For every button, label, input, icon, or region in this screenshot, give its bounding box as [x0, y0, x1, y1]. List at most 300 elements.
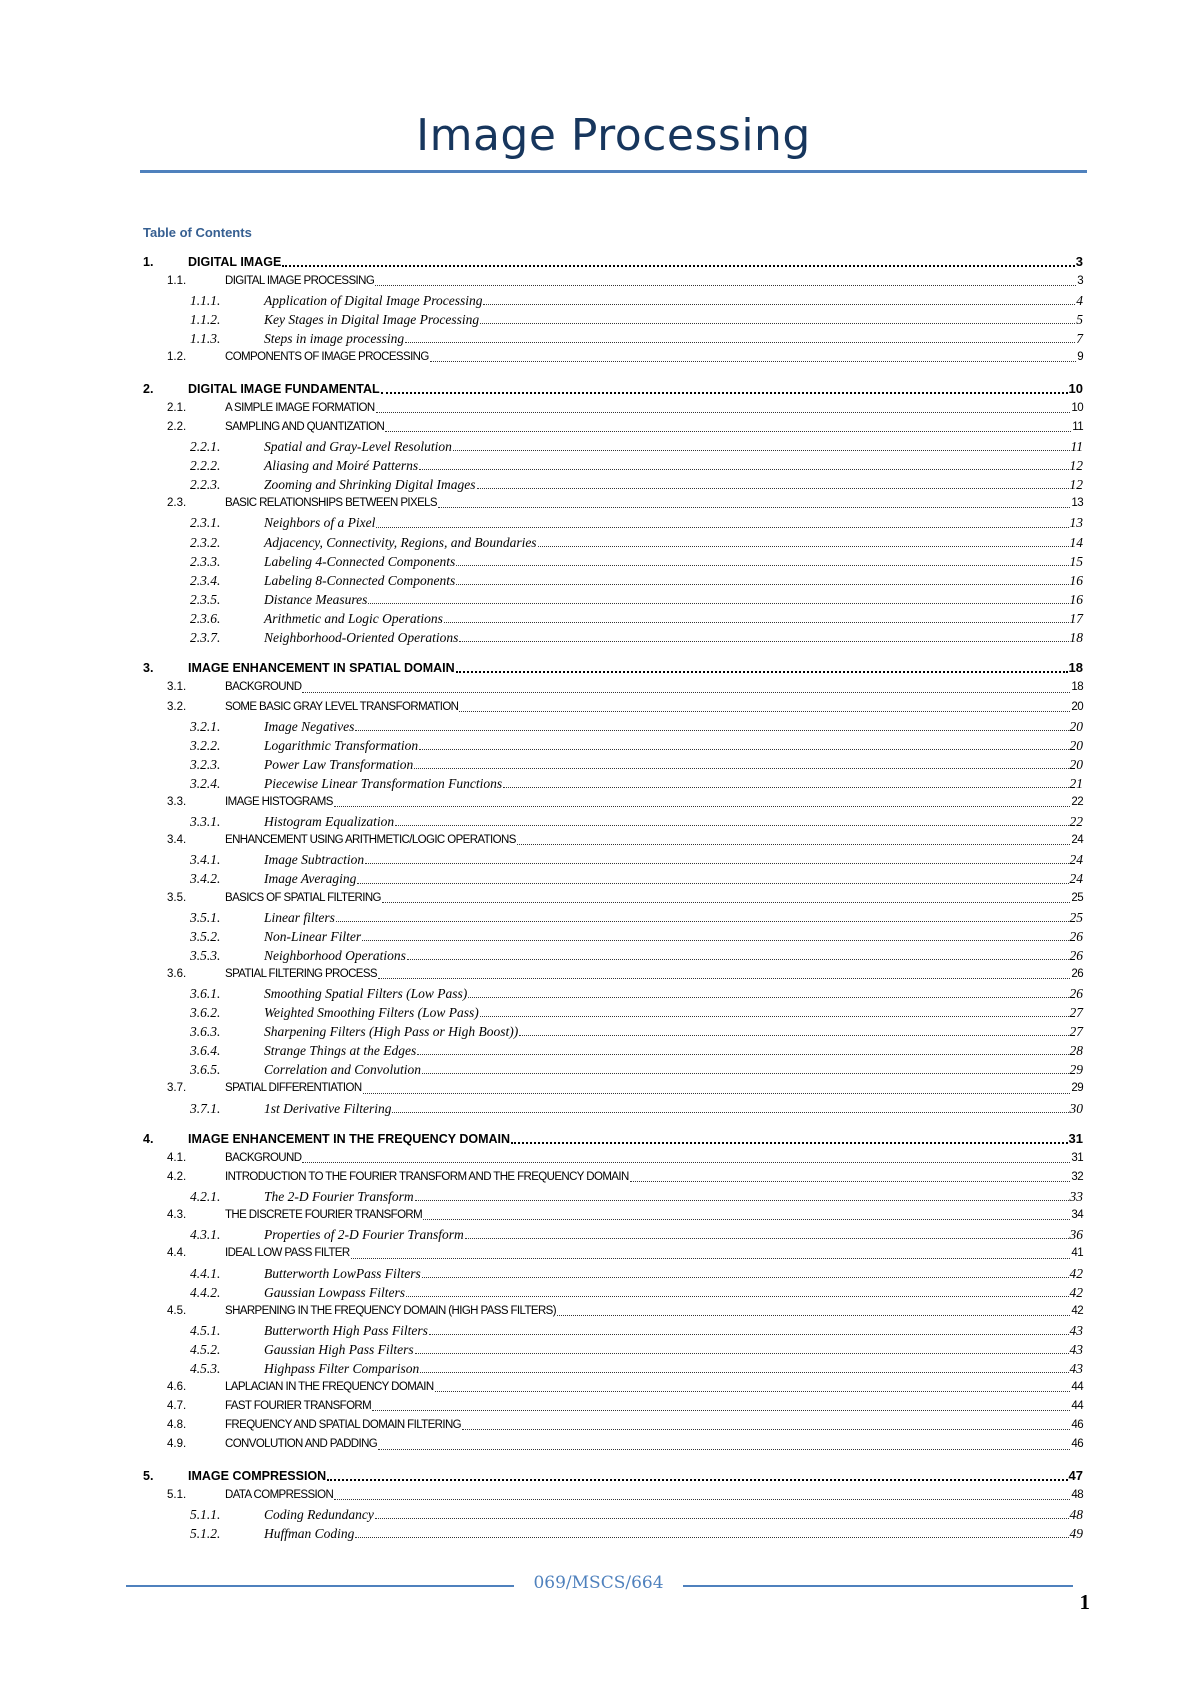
- toc-entry[interactable]: [143, 1187, 1083, 1206]
- toc-dot-leader: [630, 1181, 1071, 1182]
- toc-entry[interactable]: [143, 1321, 1083, 1340]
- toc-entry-title[interactable]: Strange Things at the Edges: [264, 1043, 417, 1059]
- toc-entry[interactable]: [143, 1003, 1083, 1022]
- toc-entry-page: 33: [1069, 1189, 1083, 1205]
- toc-entry-number: 3.2.3.: [190, 756, 221, 772]
- toc-entry-page: 25: [1071, 891, 1083, 904]
- toc-entry-page: 31: [1071, 1152, 1083, 1165]
- toc-entry-number: 2.: [143, 381, 154, 396]
- toc-entry[interactable]: [143, 475, 1083, 494]
- toc-entry-number: 1.1.3.: [190, 331, 221, 347]
- toc-entry[interactable]: [143, 774, 1083, 793]
- toc-entry-number: 1.: [143, 255, 154, 269]
- footer-rule-left: [126, 1585, 514, 1587]
- toc-entry[interactable]: [143, 1041, 1083, 1060]
- toc-entry-page: 48: [1071, 1488, 1083, 1501]
- toc-dot-leader: [465, 1238, 1069, 1239]
- toc-entry-title[interactable]: Key Stages in Digital Image Processing: [264, 312, 480, 328]
- toc-entry-title[interactable]: Neighborhood Operations: [264, 947, 406, 963]
- toc-entry-title[interactable]: 1st Derivative Filtering: [264, 1100, 392, 1116]
- toc-dot-leader: [538, 546, 1069, 547]
- toc-entry-number: 4.5.2.: [190, 1341, 221, 1357]
- toc-entry[interactable]: [143, 418, 1083, 437]
- toc-entry-page: 20: [1069, 737, 1083, 753]
- toc-entry-page: 11: [1070, 439, 1083, 455]
- toc-entry-page: 32: [1071, 1171, 1083, 1184]
- toc-entry-number: 2.3.1.: [190, 515, 221, 531]
- toc-dot-leader: [517, 844, 1071, 845]
- toc-dot-leader: [407, 959, 1069, 960]
- toc-entry[interactable]: [143, 513, 1083, 532]
- toc-entry-title[interactable]: BACKGROUND: [225, 1152, 302, 1165]
- toc-dot-leader: [480, 323, 1075, 324]
- toc-entry-title[interactable]: LAPLACIAN IN THE FREQUENCY DOMAIN: [225, 1381, 434, 1394]
- toc-dot-leader: [282, 265, 1074, 267]
- toc-entry[interactable]: [143, 552, 1083, 571]
- toc-entry-number: 3.4.: [167, 834, 187, 847]
- toc-dot-leader: [365, 863, 1068, 864]
- toc-entry-page: 24: [1069, 852, 1083, 868]
- toc-entry-page: 34: [1071, 1209, 1083, 1222]
- toc-entry-number: 3.3.1.: [190, 814, 221, 830]
- toc-dot-leader: [376, 527, 1068, 528]
- toc-entry-number: 1.2.: [167, 351, 187, 364]
- toc-entry-number: 3.2.4.: [190, 775, 221, 791]
- toc-dot-leader: [378, 1449, 1070, 1450]
- toc-entry-number: 4.3.1.: [190, 1227, 221, 1243]
- toc-dot-leader: [302, 1162, 1070, 1163]
- toc-entry[interactable]: [143, 1022, 1083, 1041]
- toc-entry-number: 5.: [143, 1468, 154, 1483]
- toc-entry-page: 17: [1069, 610, 1083, 626]
- toc-dot-leader: [468, 997, 1068, 998]
- toc-entry-page: 29: [1071, 1082, 1083, 1095]
- toc-entry-number: 3.5.: [167, 891, 187, 904]
- toc-entry-number: 4.2.: [167, 1171, 187, 1184]
- toc-dot-leader: [462, 1429, 1070, 1430]
- toc-entry-number: 4.1.: [167, 1152, 187, 1165]
- toc-dot-leader: [477, 488, 1069, 489]
- toc-entry[interactable]: [143, 965, 1083, 984]
- toc-entry-page: 27: [1069, 1024, 1083, 1040]
- toc-entry-number: 1.1.2.: [190, 312, 221, 328]
- toc-entry[interactable]: [143, 1340, 1083, 1359]
- toc-entry-title[interactable]: DIGITAL IMAGE PROCESSING: [225, 275, 375, 287]
- toc-entry-title[interactable]: Coding Redundancy: [264, 1507, 374, 1522]
- toc-entry[interactable]: [143, 1416, 1083, 1435]
- toc-entry-title[interactable]: Image Averaging: [264, 871, 357, 887]
- toc-dot-leader: [372, 1410, 1070, 1411]
- toc-entry-page: 16: [1069, 591, 1083, 607]
- toc-entry-page: 44: [1071, 1400, 1083, 1413]
- toc-entry[interactable]: [143, 717, 1083, 736]
- toc-entry-title[interactable]: THE DISCRETE FOURIER TRANSFORM: [225, 1209, 423, 1222]
- toc-entry[interactable]: [143, 698, 1083, 717]
- toc-dot-leader: [420, 1372, 1068, 1373]
- toc-entry-title[interactable]: FAST FOURIER TRANSFORM: [225, 1400, 372, 1413]
- toc-entry-page: 42: [1069, 1265, 1083, 1281]
- toc-entry-title[interactable]: Smoothing Spatial Filters (Low Pass): [264, 985, 468, 1001]
- toc-entry-title[interactable]: SHARPENING IN THE FREQUENCY DOMAIN (HIGH PASS FILTERS): [225, 1304, 556, 1317]
- toc-entry-number: 3.7.: [167, 1082, 187, 1095]
- toc-entry-number: 4.5.1.: [190, 1322, 221, 1338]
- toc-entry-page: 21: [1069, 775, 1083, 791]
- toc-entry-title[interactable]: FREQUENCY AND SPATIAL DOMAIN FILTERING: [225, 1419, 461, 1432]
- toc-dot-leader: [385, 431, 1071, 432]
- toc-entry-number: 3.2.2.: [190, 737, 221, 753]
- toc-dot-leader: [503, 787, 1068, 788]
- toc-entry-title[interactable]: SPATIAL DIFFERENTIATION: [225, 1082, 362, 1095]
- toc-dot-leader: [406, 1296, 1068, 1297]
- toc-entry[interactable]: [143, 658, 1083, 678]
- toc-entry[interactable]: [143, 1149, 1083, 1168]
- toc-dot-leader: [519, 1035, 1068, 1036]
- toc-entry-number: 3.4.1.: [190, 852, 221, 868]
- toc-entry-page: 22: [1071, 796, 1083, 809]
- toc-dot-leader: [405, 342, 1075, 343]
- page-number: 1: [1079, 1590, 1090, 1614]
- toc-dot-leader: [456, 565, 1068, 566]
- toc-entry[interactable]: [143, 1168, 1083, 1187]
- toc-dot-leader: [355, 730, 1068, 731]
- toc-entry-page: 47: [1068, 1467, 1083, 1483]
- toc-entry[interactable]: [143, 1359, 1083, 1378]
- toc-dot-leader: [456, 671, 1068, 673]
- toc-dot-leader: [334, 1499, 1070, 1500]
- toc-dot-leader: [459, 641, 1068, 642]
- toc-entry-page: 11: [1072, 420, 1083, 433]
- toc-entry[interactable]: [143, 1302, 1083, 1321]
- toc-entry-page: 15: [1069, 553, 1083, 569]
- toc-entry-title[interactable]: Non-Linear Filter: [264, 928, 362, 944]
- toc-entry-title[interactable]: Piecewise Linear Transformation Functions: [264, 775, 503, 791]
- toc-entry[interactable]: [143, 678, 1083, 697]
- toc-entry[interactable]: [143, 1079, 1083, 1098]
- toc-dot-leader: [378, 978, 1070, 979]
- title-underline: [140, 170, 1087, 173]
- toc-entry-page: 13: [1071, 497, 1083, 510]
- toc-dot-leader: [375, 1518, 1069, 1519]
- toc-entry[interactable]: [143, 1264, 1083, 1283]
- toc-entry-number: 3.5.3.: [190, 947, 221, 963]
- toc-entry-title[interactable]: DATA COMPRESSION: [225, 1488, 334, 1501]
- toc-entry-title[interactable]: Sharpening Filters (High Pass or High Boost)): [264, 1024, 519, 1040]
- toc-entry[interactable]: [143, 1225, 1083, 1244]
- toc-entry[interactable]: [143, 927, 1083, 946]
- toc-entry-page: 46: [1071, 1438, 1083, 1451]
- toc-entry-title[interactable]: Spatial and Gray-Level Resolution: [264, 439, 452, 455]
- toc-entry[interactable]: [143, 1486, 1083, 1505]
- footer-rule-right: [683, 1585, 1073, 1587]
- toc-entry-title[interactable]: Correlation and Convolution: [264, 1062, 422, 1078]
- toc-entry-page: 41: [1071, 1247, 1083, 1260]
- toc-entry-title[interactable]: Labeling 8-Connected Components: [264, 572, 456, 588]
- toc-entry[interactable]: [143, 1099, 1083, 1118]
- toc-entry[interactable]: [143, 310, 1083, 329]
- toc-entry[interactable]: [143, 1206, 1083, 1225]
- toc-dot-leader: [419, 469, 1068, 470]
- table-of-contents: [143, 252, 1083, 1543]
- toc-entry-title[interactable]: Gaussian Lowpass Filters: [264, 1284, 406, 1300]
- toc-entry-page: 43: [1069, 1361, 1083, 1377]
- toc-entry-page: 12: [1069, 477, 1083, 493]
- toc-dot-leader: [327, 1479, 1067, 1481]
- toc-entry-title[interactable]: SOME BASIC GRAY LEVEL TRANSFORMATION: [225, 700, 459, 713]
- toc-entry[interactable]: [143, 889, 1083, 908]
- toc-entry-number: 3.2.: [167, 700, 187, 713]
- toc-entry-title[interactable]: CONVOLUTION AND PADDING: [225, 1438, 378, 1451]
- toc-entry-number: 3.6.5.: [190, 1062, 221, 1078]
- toc-entry-page: 20: [1069, 756, 1083, 772]
- toc-dot-leader: [459, 711, 1070, 712]
- toc-entry[interactable]: [143, 329, 1083, 348]
- toc-entry-title[interactable]: Logarithmic Transformation: [264, 737, 419, 753]
- toc-entry[interactable]: [143, 793, 1083, 812]
- toc-entry[interactable]: [143, 291, 1083, 310]
- toc-entry-page: 27: [1069, 1005, 1083, 1021]
- toc-entry-title[interactable]: SAMPLING AND QUANTIZATION: [225, 420, 385, 433]
- toc-entry-title[interactable]: ENHANCEMENT USING ARITHMETIC/LOGIC OPERATIONS: [225, 834, 516, 847]
- toc-entry-page: 9: [1077, 351, 1083, 364]
- toc-entry-number: 2.3.5.: [190, 591, 221, 607]
- toc-entry-number: 4.5.3.: [190, 1361, 221, 1377]
- toc-entry-page: 42: [1069, 1284, 1083, 1300]
- toc-dot-leader: [480, 1016, 1069, 1017]
- toc-dot-leader: [557, 1315, 1070, 1316]
- toc-entry-title[interactable]: Neighbors of a Pixel: [264, 515, 376, 531]
- toc-entry-number: 4.4.2.: [190, 1284, 221, 1300]
- toc-entry-title[interactable]: Gaussian High Pass Filters: [264, 1341, 414, 1357]
- toc-entry-page: 16: [1069, 572, 1083, 588]
- toc-entry[interactable]: [143, 946, 1083, 965]
- toc-entry-number: 3.5.1.: [190, 909, 221, 925]
- toc-entry-title[interactable]: Properties of 2-D Fourier Transform: [264, 1227, 464, 1243]
- toc-entry[interactable]: [143, 1283, 1083, 1302]
- toc-dot-leader: [453, 450, 1070, 451]
- toc-entry-title[interactable]: Histogram Equalization: [264, 814, 395, 830]
- toc-entry-title[interactable]: A SIMPLE IMAGE FORMATION: [225, 401, 375, 414]
- toc-entry-page: 24: [1069, 871, 1083, 887]
- toc-entry-page: 13: [1069, 515, 1083, 531]
- toc-entry-title[interactable]: Weighted Smoothing Filters (Low Pass): [264, 1005, 479, 1021]
- toc-entry-number: 3.3.: [167, 796, 187, 809]
- toc-entry-number: 5.1.2.: [190, 1526, 221, 1542]
- toc-entry-page: 26: [1069, 947, 1083, 963]
- toc-entry-title[interactable]: COMPONENTS OF IMAGE PROCESSING: [225, 351, 429, 364]
- toc-entry-title[interactable]: IDEAL LOW PASS FILTER: [225, 1247, 350, 1260]
- document-title: Image Processing: [416, 110, 811, 161]
- toc-entry-page: 36: [1069, 1227, 1083, 1243]
- toc-entry-title[interactable]: SPATIAL FILTERING PROCESS: [225, 967, 377, 980]
- toc-entry[interactable]: [143, 850, 1083, 869]
- toc-dot-leader: [376, 412, 1071, 413]
- toc-entry-title[interactable]: Labeling 4-Connected Components: [264, 553, 456, 569]
- toc-entry-number: 2.1.: [167, 401, 187, 414]
- toc-entry-number: 2.3.4.: [190, 572, 221, 588]
- toc-entry-number: 3.4.2.: [190, 871, 221, 887]
- toc-entry[interactable]: [143, 348, 1083, 367]
- toc-entry-title[interactable]: Butterworth LowPass Filters: [264, 1265, 421, 1281]
- toc-entry-page: 26: [1069, 928, 1083, 944]
- toc-entry-page: 10: [1071, 401, 1083, 414]
- toc-entry[interactable]: [143, 628, 1083, 647]
- toc-entry-title[interactable]: Image Subtraction: [264, 852, 365, 868]
- toc-entry[interactable]: [143, 755, 1083, 774]
- toc-dot-leader: [395, 825, 1068, 826]
- toc-entry[interactable]: [143, 984, 1083, 1003]
- toc-dot-leader: [351, 1258, 1071, 1259]
- toc-entry[interactable]: [143, 736, 1083, 755]
- toc-entry[interactable]: [143, 399, 1083, 418]
- toc-entry-page: 3: [1077, 275, 1083, 287]
- toc-entry[interactable]: [143, 1505, 1083, 1524]
- toc-dot-leader: [362, 940, 1068, 941]
- toc-entry-page: 42: [1071, 1304, 1083, 1317]
- toc-entry-title[interactable]: INTRODUCTION TO THE FOURIER TRANSFORM AND THE FREQUENCY DOMAIN: [225, 1171, 629, 1184]
- toc-entry-title[interactable]: Huffman Coding: [264, 1526, 355, 1542]
- toc-dot-leader: [430, 361, 1076, 362]
- toc-entry-title[interactable]: Aliasing and Moiré Patterns: [264, 458, 419, 474]
- toc-dot-leader: [363, 1093, 1071, 1094]
- toc-entry-number: 4.5.: [167, 1304, 187, 1317]
- toc-entry-page: 14: [1069, 534, 1083, 550]
- toc-entry-title[interactable]: BASIC RELATIONSHIPS BETWEEN PIXELS: [225, 497, 438, 510]
- toc-entry-page: 18: [1071, 681, 1083, 694]
- toc-entry[interactable]: [143, 1378, 1083, 1397]
- toc-entry[interactable]: [143, 1435, 1083, 1454]
- toc-entry-page: 26: [1069, 985, 1083, 1001]
- toc-entry-page: 5: [1076, 312, 1083, 328]
- toc-entry-title[interactable]: DIGITAL IMAGE FUNDAMENTAL: [188, 381, 380, 396]
- toc-entry-number: 3.7.1.: [190, 1100, 221, 1116]
- toc-entry-title[interactable]: Highpass Filter Comparison: [264, 1361, 420, 1377]
- toc-dot-leader: [375, 285, 1076, 286]
- toc-entry[interactable]: [143, 437, 1083, 456]
- toc-entry-number: 2.2.1.: [190, 439, 221, 455]
- toc-entry-page: 31: [1068, 1131, 1083, 1147]
- toc-entry-number: 2.3.3.: [190, 553, 221, 569]
- toc-entry[interactable]: [143, 1397, 1083, 1416]
- toc-entry-title[interactable]: Power Law Transformation: [264, 756, 414, 772]
- toc-entry-title[interactable]: Image Negatives: [264, 718, 355, 734]
- toc-entry[interactable]: [143, 1129, 1083, 1149]
- toc-dot-leader: [429, 1334, 1069, 1335]
- toc-entry-page: 10: [1068, 380, 1083, 396]
- toc-entry[interactable]: [143, 590, 1083, 609]
- toc-entry-number: 4.2.1.: [190, 1189, 221, 1205]
- toc-entry-number: 4.3.: [167, 1209, 187, 1222]
- toc-entry[interactable]: [143, 272, 1083, 291]
- toc-entry-page: 18: [1069, 629, 1083, 645]
- toc-entry[interactable]: [143, 456, 1083, 475]
- toc-dot-leader: [392, 1112, 1068, 1113]
- toc-entry[interactable]: [143, 812, 1083, 831]
- toc-entry-number: 5.1.1.: [190, 1507, 221, 1522]
- toc-entry[interactable]: [143, 908, 1083, 927]
- toc-entry-title[interactable]: IMAGE ENHANCEMENT IN SPATIAL DOMAIN: [188, 661, 455, 676]
- toc-entry[interactable]: [143, 831, 1083, 850]
- toc-entry-number: 2.3.7.: [190, 629, 221, 645]
- toc-entry-page: 22: [1069, 814, 1083, 830]
- toc-entry-number: 3.: [143, 661, 154, 676]
- toc-entry-title[interactable]: IMAGE ENHANCEMENT IN THE FREQUENCY DOMAIN: [188, 1132, 511, 1147]
- toc-dot-leader: [368, 603, 1068, 604]
- toc-dot-leader: [414, 768, 1068, 769]
- toc-entry-page: 12: [1069, 458, 1083, 474]
- toc-dot-leader: [444, 622, 1069, 623]
- toc-entry[interactable]: [143, 1524, 1083, 1543]
- toc-entry-number: 2.3.: [167, 497, 187, 510]
- toc-dot-leader: [438, 507, 1070, 508]
- toc-dot-leader: [511, 1142, 1068, 1144]
- toc-entry-number: 5.1.: [167, 1488, 187, 1501]
- toc-entry-page: 43: [1069, 1322, 1083, 1338]
- toc-entry[interactable]: [143, 571, 1083, 590]
- toc-entry-title[interactable]: BACKGROUND: [225, 681, 302, 694]
- toc-dot-leader: [435, 1391, 1071, 1392]
- toc-entry-page: 30: [1069, 1100, 1083, 1116]
- toc-dot-leader: [415, 1353, 1069, 1354]
- toc-entry-page: 26: [1071, 967, 1083, 980]
- toc-entry-title[interactable]: Application of Digital Image Processing: [264, 293, 483, 309]
- toc-entry-title[interactable]: DIGITAL IMAGE: [188, 255, 282, 269]
- toc-entry-title[interactable]: Zooming and Shrinking Digital Images: [264, 477, 476, 493]
- toc-entry-page: 20: [1069, 718, 1083, 734]
- toc-dot-leader: [456, 584, 1068, 585]
- toc-entry-title[interactable]: Linear filters: [264, 909, 335, 925]
- toc-entry[interactable]: [143, 609, 1083, 628]
- toc-entry-title[interactable]: Arithmetic and Logic Operations: [264, 610, 443, 626]
- toc-entry-number: 2.3.2.: [190, 534, 221, 550]
- footer-code: 069/MSCS/664: [533, 1573, 664, 1593]
- toc-entry-number: 4.4.1.: [190, 1265, 221, 1281]
- toc-entry-number: 4.6.: [167, 1381, 187, 1394]
- toc-entry-number: 3.6.: [167, 967, 187, 980]
- toc-entry-title[interactable]: Distance Measures: [264, 591, 368, 607]
- toc-dot-leader: [419, 749, 1068, 750]
- toc-entry-title[interactable]: Neighborhood-Oriented Operations: [264, 629, 459, 645]
- toc-entry-number: 3.6.1.: [190, 985, 221, 1001]
- toc-entry-page: 43: [1069, 1341, 1083, 1357]
- toc-dot-leader: [334, 806, 1071, 807]
- toc-entry-page: 48: [1069, 1507, 1083, 1522]
- toc-entry-title[interactable]: Steps in image processing: [264, 331, 405, 347]
- toc-entry-title[interactable]: IMAGE COMPRESSION: [188, 1468, 327, 1483]
- toc-entry-title[interactable]: IMAGE HISTOGRAMS: [225, 796, 333, 809]
- toc-entry-title[interactable]: BASICS OF SPATIAL FILTERING: [225, 891, 381, 904]
- toc-entry-title[interactable]: Adjacency, Connectivity, Regions, and Boundaries: [264, 534, 537, 550]
- toc-entry[interactable]: [143, 869, 1083, 888]
- toc-entry[interactable]: [143, 1244, 1083, 1263]
- toc-entry[interactable]: [143, 252, 1083, 272]
- toc-entry[interactable]: [143, 1060, 1083, 1079]
- toc-dot-leader: [357, 883, 1068, 884]
- toc-entry[interactable]: [143, 494, 1083, 513]
- toc-entry-number: 4.4.: [167, 1247, 187, 1260]
- toc-entry[interactable]: [143, 379, 1083, 399]
- toc-entry-number: 3.6.3.: [190, 1024, 221, 1040]
- toc-entry-number: 3.5.2.: [190, 928, 221, 944]
- toc-entry-title[interactable]: Butterworth High Pass Filters: [264, 1322, 428, 1338]
- toc-entry-page: 4: [1076, 293, 1083, 309]
- toc-entry-page: 3: [1075, 254, 1083, 269]
- toc-entry[interactable]: [143, 1466, 1083, 1486]
- toc-dot-leader: [423, 1219, 1070, 1220]
- toc-entry-title[interactable]: The 2-D Fourier Transform: [264, 1189, 414, 1205]
- toc-entry[interactable]: [143, 533, 1083, 552]
- toc-entry-number: 2.2.2.: [190, 458, 221, 474]
- toc-dot-leader: [302, 692, 1070, 693]
